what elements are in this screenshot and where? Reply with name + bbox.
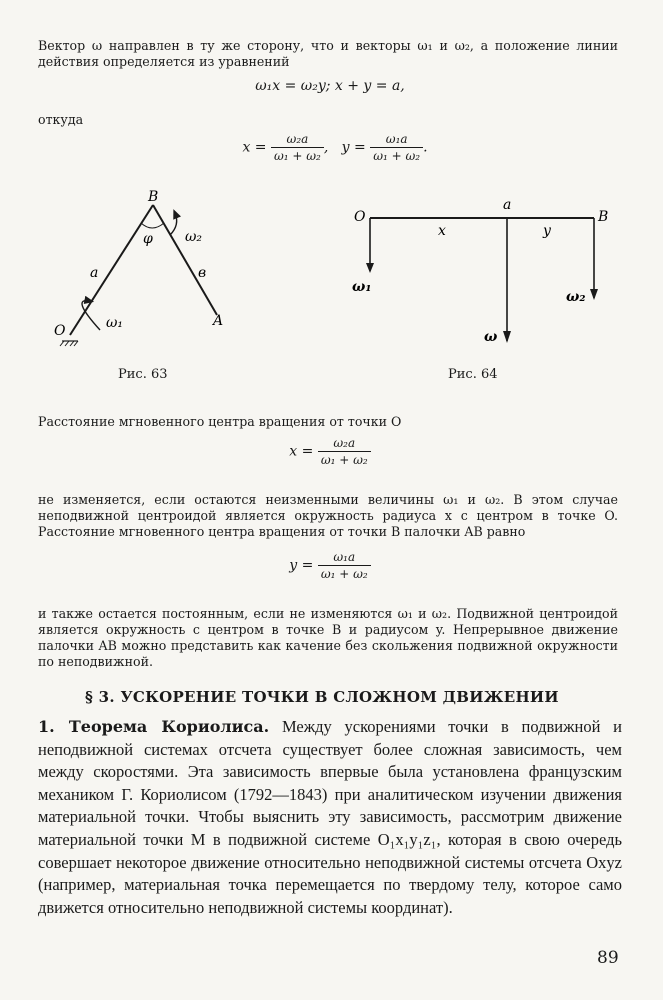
- angle-arc: [141, 223, 164, 228]
- figure-63: [40, 185, 270, 360]
- fig63-label-b: в: [198, 265, 207, 281]
- paragraph-fixed-centrode: не изменяется, если остаются неизменными величины ω₁ и ω₂. В этом случае неподвижной центроидой является окружность радиуса x с центром в точке O. Расстояние мгновенного центра вращения от точки B палочки AB равно: [38, 492, 618, 539]
- omega1-arrow: [82, 301, 100, 330]
- fraction-x-denominator: ω₁ + ω₂: [273, 149, 321, 163]
- omega2-arrow: [170, 213, 177, 235]
- caption-fig64: Рис. 64: [448, 367, 498, 382]
- equation-xy: [215, 132, 455, 163]
- fig63-label-O: O: [54, 323, 66, 339]
- fig63-label-a: a: [90, 265, 99, 281]
- fraction-eq4: [318, 550, 371, 581]
- fig63-label-phi: φ: [143, 231, 153, 247]
- equation-lines: ω₁x = ω₂y; x + y = a,: [255, 78, 405, 94]
- fraction-eq4-denominator: ω₁ + ω₂: [320, 567, 368, 581]
- fraction-y-denominator: ω₁ + ω₂: [373, 149, 421, 163]
- fig64-label-x: x: [438, 223, 446, 239]
- caption-fig63: Рис. 63: [118, 367, 168, 382]
- theorem-body: Между ускорениями точки в подвижной и неподвижной системах отсчета существует более сложная зависимость, чем между скоростями. Эта зависимость впервые была установлена французским механиком Г. Кориолисом (1792—1843) при аналитическом изучении движения материальной точки. Чтобы выяснить эту зависимость, рассмотрим движение материальной точки M в подвижной системе O₁x₁y₁z₁, которая в свою очередь совершает некоторое движение относительно неподвижной системы отсчета Oxyz (например, материальная точка перемещается по твердому телу, которое само движется относительно неподвижной системы координат).: [38, 717, 622, 917]
- eq2-end: .: [423, 139, 428, 156]
- fig64-label-a: a: [503, 197, 512, 213]
- paragraph-intro: Вектор ω направлен в ту же сторону, что и векторы ω₁ и ω₂, а положение линии действия определяется из уравнений: [38, 38, 618, 69]
- fraction-x-numerator: ω₂a: [271, 132, 324, 148]
- fig63-label-B: B: [148, 189, 159, 205]
- fig64-label-omega: ω: [484, 329, 498, 345]
- equation-x: [260, 436, 400, 467]
- rod-b: [153, 205, 217, 315]
- word-otkuda: откуда: [38, 112, 84, 127]
- eq3-lhs: x =: [289, 443, 314, 460]
- fig63-label-omega2: ω₂: [185, 229, 203, 245]
- fig64-label-omega2: ω₂: [566, 289, 586, 305]
- fraction-x: [271, 132, 324, 163]
- fraction-y: [370, 132, 423, 163]
- page-number: 89: [597, 948, 619, 968]
- eq4-lhs: y =: [289, 557, 314, 574]
- eq2-x-lhs: x =: [242, 139, 267, 156]
- fraction-y-numerator: ω₁a: [370, 132, 423, 148]
- paragraph-distance-O: Расстояние мгновенного центра вращения от точки O: [38, 414, 402, 429]
- pivot-hatch: [60, 341, 78, 346]
- fraction-eq4-numerator: ω₁a: [318, 550, 371, 566]
- fig64-label-O: O: [354, 209, 366, 225]
- theorem-heading: 1. Теорема Кориолиса.: [38, 717, 270, 736]
- section-title: § 3. УСКОРЕНИЕ ТОЧКИ В СЛОЖНОМ ДВИЖЕНИИ: [85, 688, 559, 706]
- eq2-separator: ,: [323, 139, 329, 156]
- equation-y: [260, 550, 400, 581]
- fig64-label-y: y: [543, 223, 551, 239]
- fig63-label-omega1: ω₁: [106, 315, 124, 331]
- fraction-eq3: [318, 436, 371, 467]
- paragraph-moving-centrode: и также остается постоянным, если не изменяются ω₁ и ω₂. Подвижной центроидой является окружность с центром в точке B и радиусом y. Непрерывное движение палочки AB можно представить как качение без скольжения подвижной окружности по неподвижной.: [38, 606, 618, 669]
- fraction-eq3-numerator: ω₂a: [318, 436, 371, 452]
- fig64-label-B: B: [598, 209, 609, 225]
- fraction-eq3-denominator: ω₁ + ω₂: [320, 453, 368, 467]
- fig64-label-omega1: ω₁: [352, 279, 372, 295]
- figure-64: [340, 193, 620, 353]
- eq2-y-lhs: y =: [341, 139, 366, 156]
- fig63-label-A: A: [213, 313, 224, 329]
- paragraph-coriolis-theorem: [38, 716, 622, 919]
